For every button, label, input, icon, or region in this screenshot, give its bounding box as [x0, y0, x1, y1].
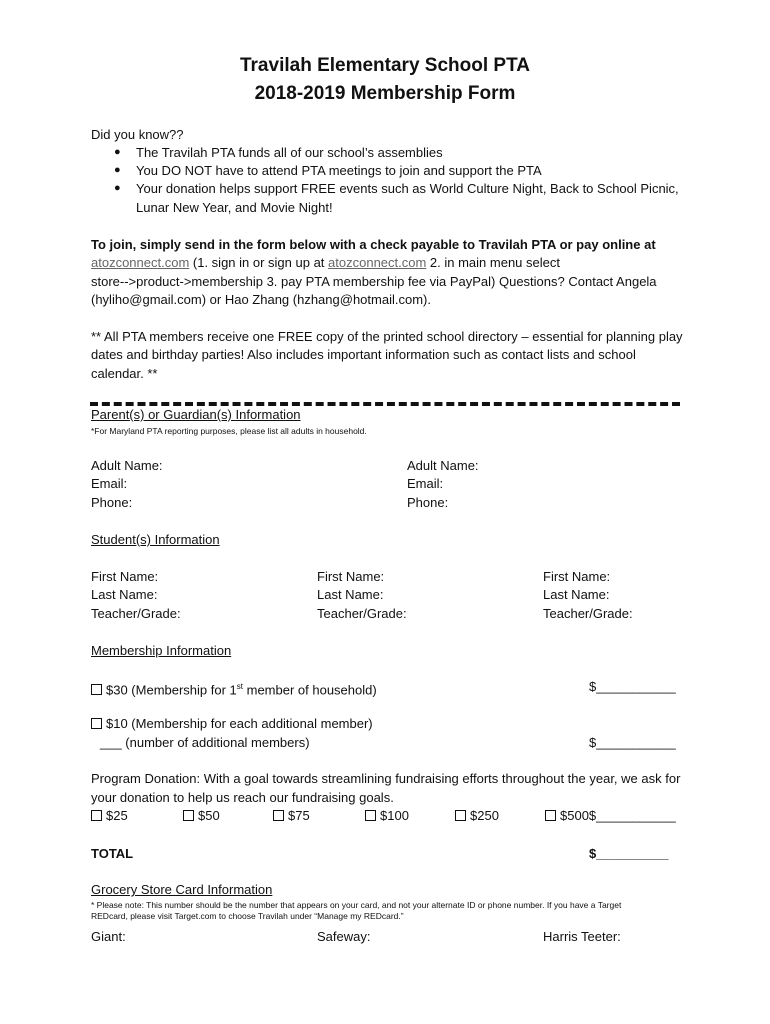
amount-10-blank[interactable]: $___________ — [589, 735, 676, 750]
total-label: TOTAL — [91, 846, 134, 861]
donation-75-label: $75 — [288, 808, 310, 823]
grocery-note: * Please note: This number should be the number that appears on your card, and not your alternate ID or phone number. If you have a Target — [91, 900, 622, 910]
checkbox-250[interactable] — [455, 810, 466, 821]
parents-heading: Parent(s) or Guardian(s) Information — [91, 407, 301, 422]
total-amount-blank[interactable]: $__________ — [589, 846, 669, 861]
parents-note: *For Maryland PTA reporting purposes, please list all adults in household. — [91, 426, 367, 436]
atozconnect-link[interactable]: atozconnect.com — [91, 255, 190, 270]
option-30-sup: st — [236, 682, 244, 691]
bullet-icon: ● — [114, 164, 121, 176]
bullet-item: The Travilah PTA funds all of our school’s assemblies — [136, 145, 443, 160]
did-you-know-heading: Did you know?? — [91, 127, 184, 142]
student-first-name-1[interactable]: First Name: — [91, 569, 159, 584]
adult-email-field-1[interactable]: Email: — [91, 476, 128, 491]
student-first-name-2[interactable]: First Name: — [317, 569, 385, 584]
donation-250-label: $250 — [470, 808, 499, 823]
checkbox-75[interactable] — [273, 810, 284, 821]
join-text-2: 2. in main menu select — [426, 255, 560, 270]
student-teacher-grade-2[interactable]: Teacher/Grade: — [317, 606, 407, 621]
checkbox-30[interactable] — [91, 684, 102, 695]
donation-amount-blank[interactable]: $___________ — [588, 808, 676, 823]
form-subtitle: 2018-2019 Membership Form — [254, 83, 516, 104]
bullet-icon: ● — [114, 146, 121, 158]
join-line-4: (hyliho@gmail.com) or Hao Zhang (hzhang@hotmail.com). — [91, 292, 431, 307]
bullet-item: Your donation helps support FREE events such as World Culture Night, Back to School Picnic, — [136, 181, 679, 196]
donation-option-25 — [91, 807, 128, 825]
adult-phone-field-1[interactable]: Phone: — [91, 495, 133, 510]
student-last-name-1[interactable]: Last Name: — [91, 587, 158, 602]
amount-30-blank[interactable]: $___________ — [589, 679, 676, 694]
option-30-label: $30 (Membership for 1 — [106, 682, 237, 698]
adult-email-field-2[interactable]: Email: — [407, 476, 444, 491]
checkbox-10[interactable] — [91, 718, 102, 729]
donation-option-100 — [365, 807, 409, 825]
donation-option-500 — [545, 807, 676, 825]
donation-text: Program Donation: With a goal towards streamlining fundraising efforts throughout the year, we ask for — [91, 771, 681, 786]
donation-option-50 — [183, 807, 220, 825]
membership-heading: Membership Information — [91, 643, 232, 658]
directory-note-line-2: dates and birthday parties! Also includes important information such as contact lists and school — [91, 347, 636, 362]
form-title: Travilah Elementary School PTA — [239, 55, 531, 76]
donation-100-label: $100 — [380, 808, 409, 823]
join-line-3: store-->product->membership 3. pay PTA membership fee via PayPal) Questions? Contact Angela — [91, 274, 657, 289]
harris-teeter-card-field[interactable]: Harris Teeter: — [543, 929, 621, 944]
donation-option-75 — [273, 807, 310, 825]
donation-25-label: $25 — [106, 808, 128, 823]
join-line-2 — [91, 254, 560, 272]
checkbox-100[interactable] — [365, 810, 376, 821]
option-30-label-end: member of household) — [243, 682, 377, 698]
donation-500-label: $500 — [560, 808, 589, 823]
directory-note: ** All PTA members receive one FREE copy of the printed school directory – essential for planning play — [91, 329, 683, 344]
adult-name-field-2[interactable]: Adult Name: — [407, 458, 479, 473]
students-heading: Student(s) Information — [91, 532, 220, 547]
giant-card-field[interactable]: Giant: — [91, 929, 126, 944]
additional-members-field[interactable]: ___ (number of additional members) — [100, 735, 310, 750]
donation-option-250 — [455, 807, 499, 825]
donation-text-2: your donation to help us reach our fundraising goals. — [91, 790, 394, 805]
grocery-heading: Grocery Store Card Information — [91, 882, 273, 897]
membership-option-30 — [91, 678, 377, 699]
checkbox-50[interactable] — [183, 810, 194, 821]
donation-50-label: $50 — [198, 808, 220, 823]
student-first-name-3[interactable]: First Name: — [543, 569, 611, 584]
join-instructions: To join, simply send in the form below with a check payable to Travilah PTA or pay online at — [91, 237, 656, 252]
student-last-name-2[interactable]: Last Name: — [317, 587, 384, 602]
join-text: (1. sign in or sign up at — [189, 255, 329, 270]
option-10-label: $10 (Membership for each additional member) — [106, 716, 373, 731]
safeway-card-field[interactable]: Safeway: — [317, 929, 371, 944]
grocery-note-2: REDcard, please visit Target.com to choose Travilah under “Manage my REDcard.” — [91, 911, 404, 921]
bullet-icon: ● — [114, 182, 121, 194]
checkbox-500[interactable] — [545, 810, 556, 821]
bullet-item: You DO NOT have to attend PTA meetings to join and support the PTA — [136, 163, 542, 178]
directory-note-line-3: calendar. ** — [91, 366, 158, 381]
checkbox-25[interactable] — [91, 810, 102, 821]
student-teacher-grade-1[interactable]: Teacher/Grade: — [91, 606, 181, 621]
adult-phone-field-2[interactable]: Phone: — [407, 495, 449, 510]
atozconnect-link-2[interactable]: atozconnect.com — [328, 255, 427, 270]
membership-option-10 — [91, 715, 373, 733]
adult-name-field-1[interactable]: Adult Name: — [91, 458, 163, 473]
student-last-name-3[interactable]: Last Name: — [543, 587, 610, 602]
bullet-item-continuation: Lunar New Year, and Movie Night! — [136, 200, 333, 215]
student-teacher-grade-3[interactable]: Teacher/Grade: — [543, 606, 633, 621]
